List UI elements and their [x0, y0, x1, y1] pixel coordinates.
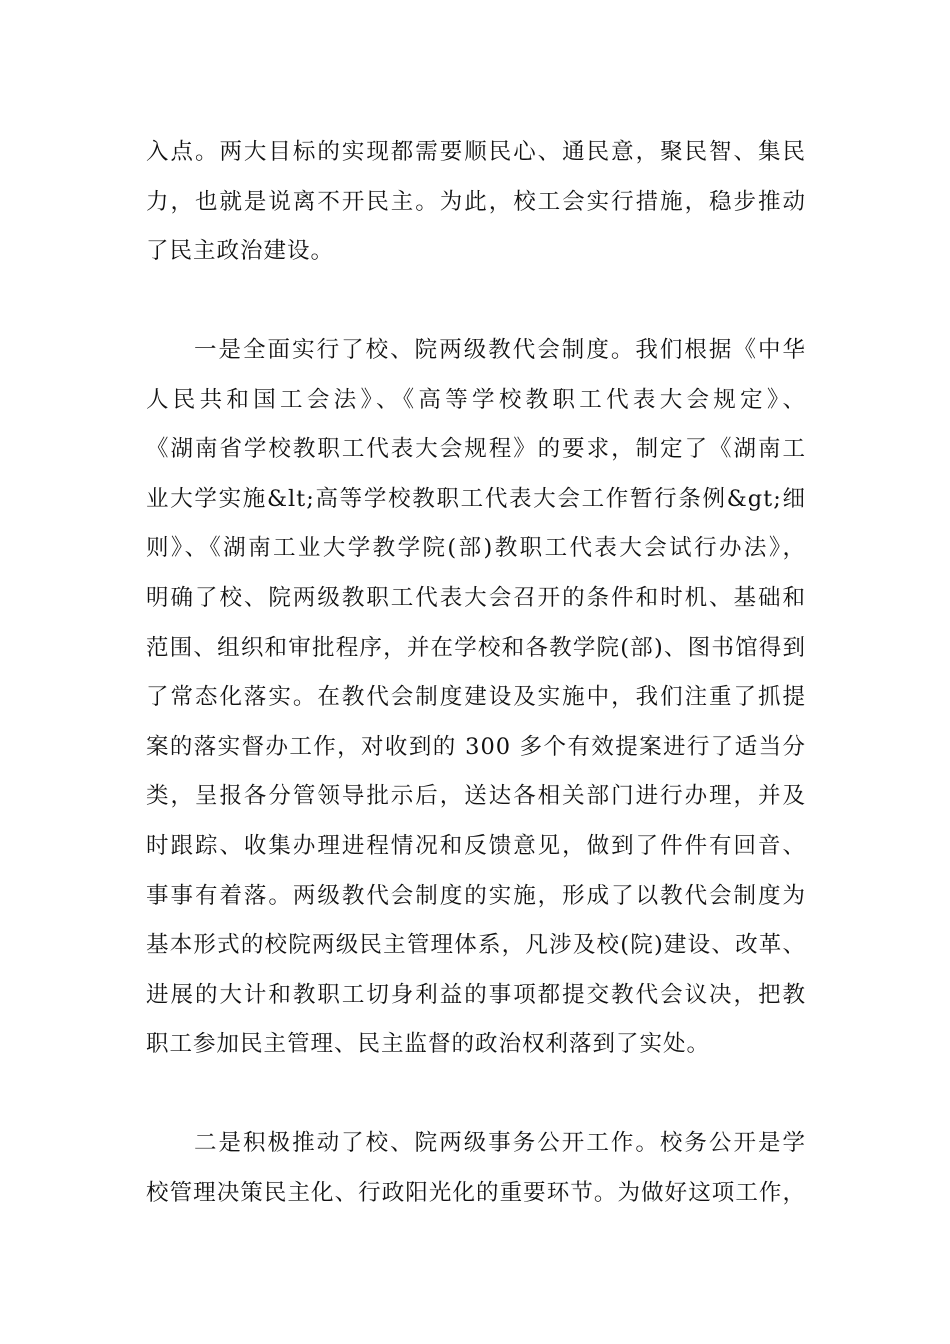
paragraph-line: 业大学实施&lt;高等学校教职工代表大会工作暂行条例&gt;细	[146, 485, 806, 512]
paragraph-line: 则》、《湖南工业大学教学院(部)教职工代表大会试行办法》，	[146, 535, 806, 562]
paragraph-1	[146, 128, 806, 277]
paragraph-line: 入点。两大目标的实现都需要顺民心、通民意，聚民智、集民	[146, 139, 806, 165]
paragraph-3	[146, 1119, 806, 1218]
paragraph-line: 基本形式的校院两级民主管理体系，凡涉及校(院)建设、改革、	[146, 932, 806, 959]
paragraph-line: 类，呈报各分管领导批示后，送达各相关部门进行办理，并及	[146, 783, 806, 810]
paragraph-line: 进展的大计和教职工切身利益的事项都提交教代会议决，把教	[146, 981, 806, 1008]
paragraph-line: 时跟踪、收集办理进程情况和反馈意见，做到了件件有回音、	[146, 832, 806, 859]
paragraph-line: 力，也就是说离不开民主。为此，校工会实行措施，稳步推动	[146, 188, 806, 215]
paragraph-line: 事事有着落。两级教代会制度的实施，形成了以教代会制度为	[146, 882, 806, 909]
paragraph-line: 范围、组织和审批程序，并在学校和各教学院(部)、图书馆得到	[146, 634, 806, 661]
paragraph-line: 人民共和国工会法》、《高等学校教职工代表大会规定》、	[146, 386, 806, 413]
paragraph-line: 了民主政治建设。	[146, 238, 335, 265]
paragraph-line: 明确了校、院两级教职工代表大会召开的条件和时机、基础和	[146, 584, 806, 611]
paragraph-line: 《湖南省学校教职工代表大会规程》的要求，制定了《湖南工	[146, 436, 806, 463]
paragraph-2	[146, 326, 806, 1070]
paragraph-line: 二是积极推动了校、院两级事务公开工作。校务公开是学	[194, 1130, 806, 1156]
paragraph-line: 一是全面实行了校、院两级教代会制度。我们根据《中华	[194, 337, 806, 363]
paragraph-line: 职工参加民主管理、民主监督的政治权利落到了实处。	[146, 1031, 711, 1058]
paragraph-line: 校管理决策民主化、行政阳光化的重要环节。为做好这项工作，	[146, 1179, 806, 1206]
paragraph-line: 了常态化落实。在教代会制度建设及实施中，我们注重了抓提	[146, 684, 806, 711]
paragraph-line: 案的落实督办工作，对收到的 300 多个有效提案进行了适当分	[146, 733, 806, 760]
